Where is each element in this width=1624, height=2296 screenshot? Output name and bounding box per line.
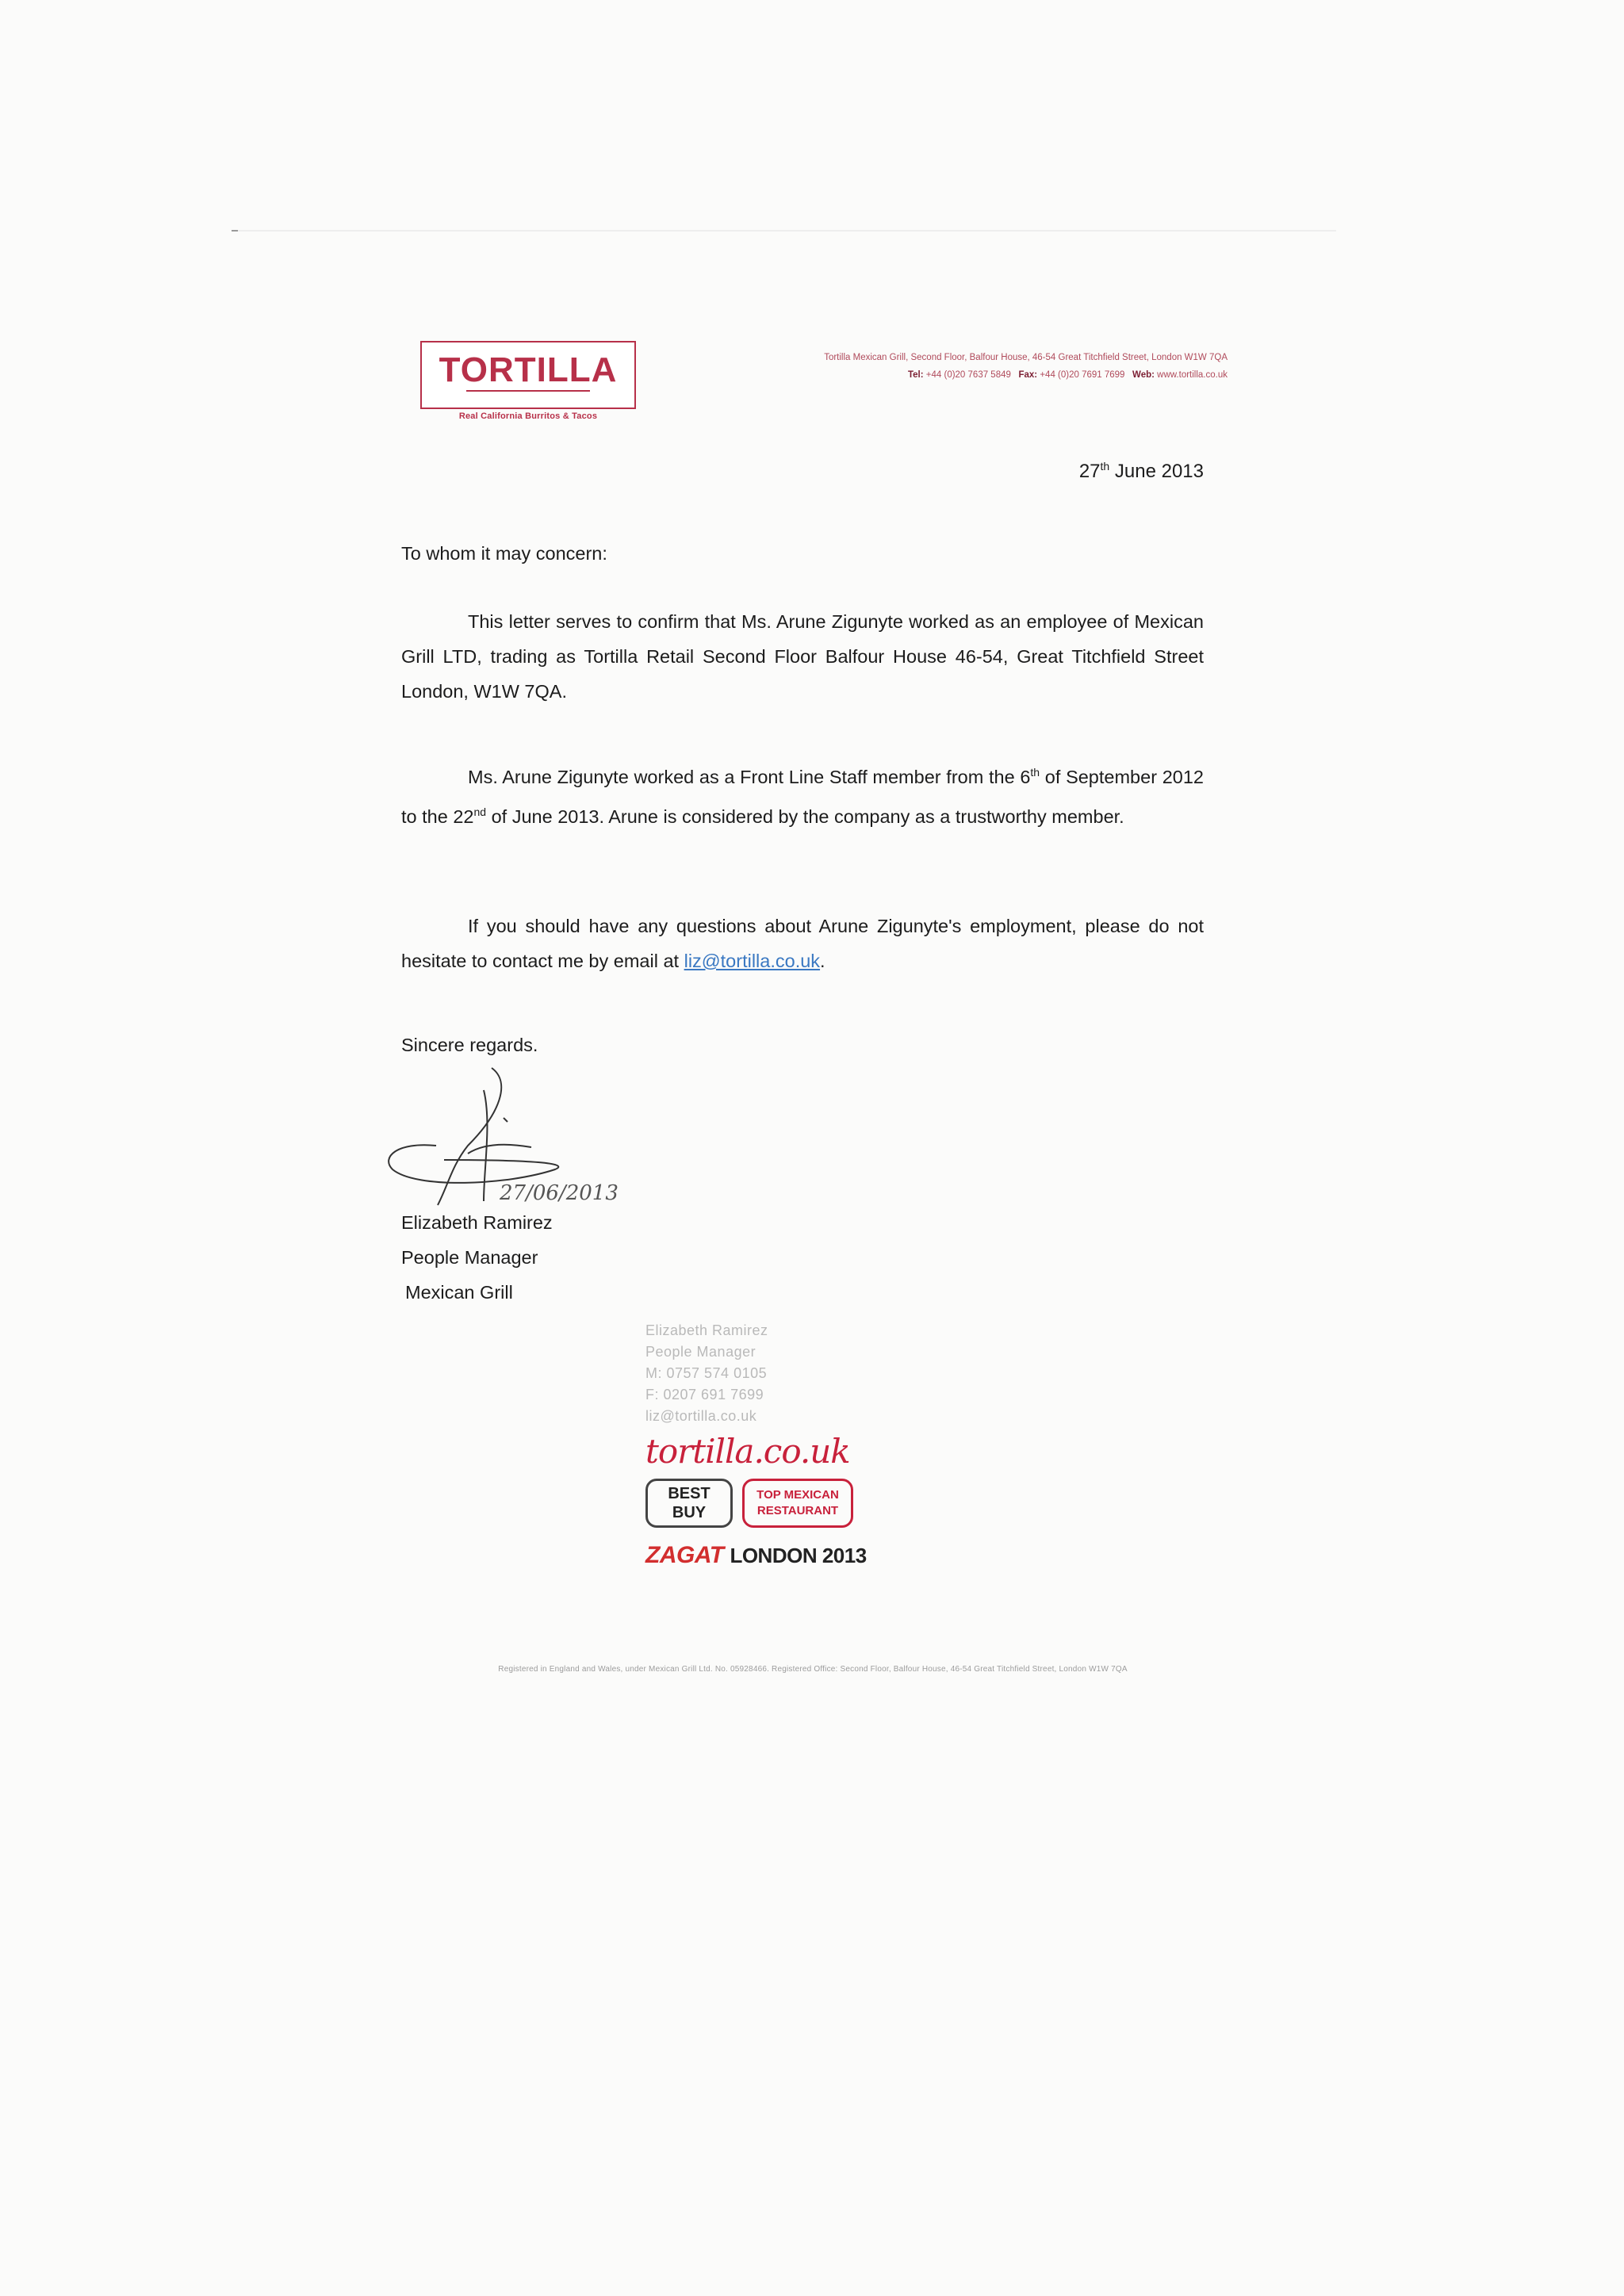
logo-wordmark: TORTILLA bbox=[439, 350, 618, 389]
tel-value: +44 (0)20 7637 5849 bbox=[925, 370, 1011, 380]
scan-edge-line bbox=[238, 230, 1336, 232]
card-mobile: M: 0757 574 0105 bbox=[645, 1365, 768, 1381]
tortilla-logo bbox=[420, 341, 636, 409]
signer-company: Mexican Grill bbox=[405, 1282, 513, 1303]
zagat-year: LONDON 2013 bbox=[730, 1544, 867, 1567]
ordinal-suffix: nd bbox=[473, 805, 487, 818]
address-line: Tortilla Mexican Grill, Second Floor, Balfour House, 46-54 Great Titchfield Street, London W1W 7QA bbox=[824, 353, 1228, 362]
top-mexican-restaurant-badge bbox=[742, 1479, 853, 1528]
fax-label: Fax: bbox=[1018, 370, 1038, 380]
letter-date bbox=[1079, 460, 1204, 483]
paragraph-contact bbox=[401, 909, 1204, 978]
paragraph-employment-text: This letter serves to confirm that Ms. Arune Zigunyte worked as an employee of Mexican Grill LTD, trading as Tortilla Retail Second Floor Balfour House 46-54, Great Titchfield Street London, W1W 7QA. bbox=[401, 611, 1204, 702]
fax-value: +44 (0)20 7691 7699 bbox=[1040, 370, 1125, 380]
signer-name: Elizabeth Ramirez bbox=[401, 1212, 553, 1233]
signer-title: People Manager bbox=[401, 1247, 538, 1268]
letterhead-address bbox=[824, 349, 1228, 384]
email-link[interactable]: liz@tortilla.co.uk bbox=[684, 951, 821, 971]
zagat-award bbox=[645, 1542, 883, 1569]
date-suffix: th bbox=[1100, 460, 1110, 473]
ordinal-suffix: th bbox=[1030, 766, 1040, 779]
web-label: Web: bbox=[1132, 370, 1155, 380]
signature-date: 27/06/2013 bbox=[500, 1181, 619, 1205]
registration-footer: Registered in England and Wales, under Mexican Grill Ltd. No. 05928466. Registered Office: Second Floor, Balfour House, 46-54 Great Titchfield Street, London W1W 7QA bbox=[498, 1665, 1128, 1674]
card-details bbox=[645, 1320, 883, 1427]
paragraph-dates bbox=[401, 755, 1204, 834]
signer-block bbox=[401, 1205, 553, 1310]
paragraph-dates-text-c: of June 2013. Arune is considered by the company as a trustworthy member. bbox=[486, 806, 1124, 827]
paragraph-dates-text-a: Ms. Arune Zigunyte worked as a Front Line Staff member from the 6 bbox=[468, 766, 1031, 787]
card-title: People Manager bbox=[645, 1344, 756, 1360]
tel-label: Tel: bbox=[907, 370, 924, 380]
date-day: 27 bbox=[1078, 461, 1101, 482]
contact-line bbox=[824, 366, 1228, 384]
logo-tagline: Real California Burritos & Tacos bbox=[458, 411, 598, 421]
scan-mark bbox=[232, 230, 238, 232]
best-buy-badge bbox=[645, 1479, 733, 1528]
card-website-logo: tortilla.co.uk bbox=[645, 1432, 850, 1471]
web-value: www.tortilla.co.uk bbox=[1157, 370, 1228, 380]
badge-best-line1: BEST bbox=[668, 1485, 710, 1502]
closing: Sincere regards. bbox=[401, 1035, 538, 1055]
date-month-year: June 2013 bbox=[1114, 461, 1204, 482]
business-card-stamp bbox=[645, 1320, 883, 1569]
paragraph-contact-text: If you should have any questions about Arune Zigunyte's employment, please do not hesitate to contact me by email at bbox=[401, 916, 1204, 971]
paragraph-employment bbox=[401, 604, 1204, 709]
card-email: liz@tortilla.co.uk bbox=[645, 1408, 757, 1424]
paragraph-end-period: . bbox=[820, 951, 825, 971]
card-fax: F: 0207 691 7699 bbox=[645, 1387, 764, 1402]
badge-top-line1: TOP MEXICAN bbox=[756, 1488, 839, 1502]
card-name: Elizabeth Ramirez bbox=[645, 1322, 768, 1338]
logo-underline bbox=[466, 390, 590, 392]
award-badges bbox=[645, 1479, 883, 1531]
zagat-logo: ZAGAT bbox=[645, 1542, 724, 1568]
badge-best-line2: BUY bbox=[672, 1504, 707, 1521]
salutation: To whom it may concern: bbox=[401, 543, 607, 564]
paragraph-dates-text-b: of September 2012 to the 22 bbox=[401, 766, 1204, 827]
logo-frame bbox=[420, 341, 636, 409]
badge-top-line2: RESTAURANT bbox=[756, 1504, 839, 1517]
